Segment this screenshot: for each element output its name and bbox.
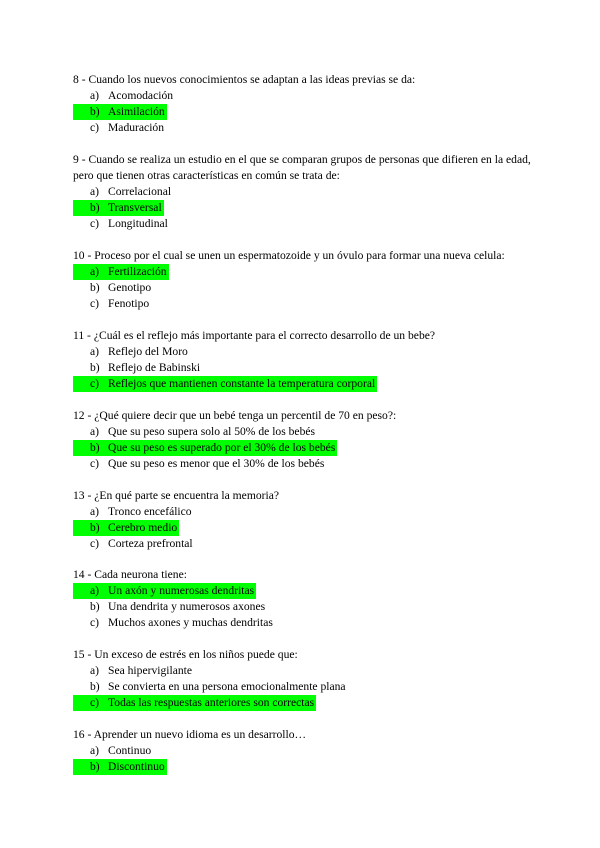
answer-highlight <box>73 663 194 679</box>
option-letter: c) <box>90 696 100 709</box>
option-letter: c) <box>90 297 100 310</box>
option-letter: b) <box>90 201 100 214</box>
option-a <box>73 504 533 520</box>
answer-highlight <box>73 695 316 711</box>
answer-highlight <box>73 264 169 280</box>
option-letter: a) <box>90 89 100 102</box>
question-15 <box>73 647 533 711</box>
question-9 <box>73 152 533 232</box>
option-letter: c) <box>90 377 100 390</box>
answer-highlight <box>73 520 179 536</box>
option-a <box>73 344 533 360</box>
question-stem: 14 - Cada neurona tiene: <box>73 568 187 581</box>
answer-highlight <box>73 200 164 216</box>
question-stem: 13 - ¿En qué parte se encuentra la memoria? <box>73 489 280 502</box>
answer-highlight <box>73 88 175 104</box>
question-stem: 10 - Proceso por el cual se unen un espermatozoide y un óvulo para formar una nueva celula: <box>73 249 505 262</box>
option-text: Corteza prefrontal <box>108 537 193 550</box>
option-text: Asimilación <box>108 105 165 118</box>
option-b <box>73 440 533 456</box>
question-stem: 16 - Aprender un nuevo idioma es un desarrollo… <box>73 728 307 741</box>
question-stem: 9 - Cuando se realiza un estudio en el que se comparan grupos de personas que difieren en la edad, pero que tienen otras características en común se trata de: <box>73 153 531 182</box>
answer-highlight <box>73 280 153 296</box>
question-stem: 15 - Un exceso de estrés en los niños puede que: <box>73 648 298 661</box>
option-text: Longitudinal <box>108 217 168 230</box>
option-text: Correlacional <box>108 185 172 198</box>
option-letter: a) <box>90 185 100 198</box>
answer-highlight <box>73 344 190 360</box>
option-c <box>73 216 533 232</box>
option-c <box>73 456 533 472</box>
answer-highlight <box>73 456 326 472</box>
question-14 <box>73 567 533 631</box>
option-b <box>73 200 533 216</box>
question-stem: 8 - Cuando los nuevos conocimientos se adaptan a las ideas previas se da: <box>73 73 416 86</box>
question-8 <box>73 72 533 136</box>
answer-highlight <box>73 360 202 376</box>
option-text: Reflejos que mantienen constante la temperatura corporal <box>108 377 376 390</box>
answer-highlight <box>73 424 317 440</box>
option-letter: c) <box>90 121 100 134</box>
option-text: Muchos axones y muchas dendritas <box>108 616 273 629</box>
question-13 <box>73 488 533 552</box>
option-letter: b) <box>90 361 100 374</box>
option-a <box>73 184 533 200</box>
option-b <box>73 679 533 695</box>
option-b <box>73 280 533 296</box>
option-letter: b) <box>90 521 100 534</box>
answer-highlight <box>73 743 153 759</box>
option-letter: a) <box>90 505 100 518</box>
option-text: Cerebro medio <box>108 521 178 534</box>
option-letter: a) <box>90 265 100 278</box>
option-text: Que su peso supera solo al 50% de los bebés <box>108 425 316 438</box>
option-b <box>73 599 533 615</box>
question-12 <box>73 408 533 472</box>
option-c <box>73 120 533 136</box>
option-b <box>73 104 533 120</box>
option-text: Maduración <box>108 121 165 134</box>
option-text: Un axón y numerosas dendritas <box>108 584 255 597</box>
option-letter: a) <box>90 425 100 438</box>
question-16 <box>73 727 533 775</box>
answer-highlight <box>73 599 267 615</box>
option-a <box>73 264 533 280</box>
option-letter: b) <box>90 281 100 294</box>
option-text: Reflejo de Babinski <box>108 361 201 374</box>
option-text: Sea hipervigilante <box>108 664 193 677</box>
option-letter: b) <box>90 600 100 613</box>
answer-highlight <box>73 216 170 232</box>
option-text: Una dendrita y numerosos axones <box>108 600 266 613</box>
question-10 <box>73 248 533 312</box>
option-text: Que su peso es superado por el 30% de los bebés <box>108 441 336 454</box>
option-text: Reflejo del Moro <box>108 345 188 358</box>
option-letter: c) <box>90 217 100 230</box>
option-text: Fertilización <box>108 265 167 278</box>
option-letter: b) <box>90 105 100 118</box>
option-text: Que su peso es menor que el 30% de los bebés <box>108 457 325 470</box>
option-text: Genotipo <box>108 281 152 294</box>
option-a <box>73 663 533 679</box>
option-text: Todas las respuestas anteriores son correctas <box>108 696 315 709</box>
option-letter: b) <box>90 680 100 693</box>
option-text: Se convierta en una persona emocionalmente plana <box>108 680 346 693</box>
option-c <box>73 615 533 631</box>
option-letter: a) <box>90 664 100 677</box>
option-letter: a) <box>90 744 100 757</box>
option-text: Acomodación <box>108 89 174 102</box>
option-b <box>73 759 533 775</box>
answer-highlight <box>73 120 166 136</box>
answer-highlight <box>73 440 337 456</box>
option-letter: a) <box>90 584 100 597</box>
option-a <box>73 743 533 759</box>
option-text: Fenotipo <box>108 297 150 310</box>
option-letter: c) <box>90 457 100 470</box>
option-c <box>73 695 533 711</box>
answer-highlight <box>73 759 167 775</box>
option-b <box>73 520 533 536</box>
option-letter: c) <box>90 616 100 629</box>
answer-highlight <box>73 376 377 392</box>
question-11 <box>73 328 533 392</box>
question-stem: 11 - ¿Cuál es el reflejo más importante para el correcto desarrollo de un bebe? <box>73 329 436 342</box>
answer-highlight <box>73 104 167 120</box>
answer-highlight <box>73 583 256 599</box>
answer-highlight <box>73 184 173 200</box>
option-c <box>73 296 533 312</box>
answer-highlight <box>73 536 195 552</box>
option-text: Discontinuo <box>108 760 165 773</box>
answer-highlight <box>73 504 194 520</box>
option-a <box>73 424 533 440</box>
option-letter: b) <box>90 760 100 773</box>
option-letter: b) <box>90 441 100 454</box>
answer-highlight <box>73 615 275 631</box>
option-a <box>73 88 533 104</box>
option-text: Transversal <box>108 201 162 214</box>
answer-highlight <box>73 296 151 312</box>
answer-highlight <box>73 679 348 695</box>
option-text: Continuo <box>108 744 152 757</box>
option-text: Tronco encefálico <box>108 505 192 518</box>
option-a <box>73 583 533 599</box>
option-letter: c) <box>90 537 100 550</box>
option-c <box>73 376 533 392</box>
option-c <box>73 536 533 552</box>
option-letter: a) <box>90 345 100 358</box>
question-stem: 12 - ¿Qué quiere decir que un bebé tenga un percentil de 70 en peso?: <box>73 409 397 422</box>
option-b <box>73 360 533 376</box>
